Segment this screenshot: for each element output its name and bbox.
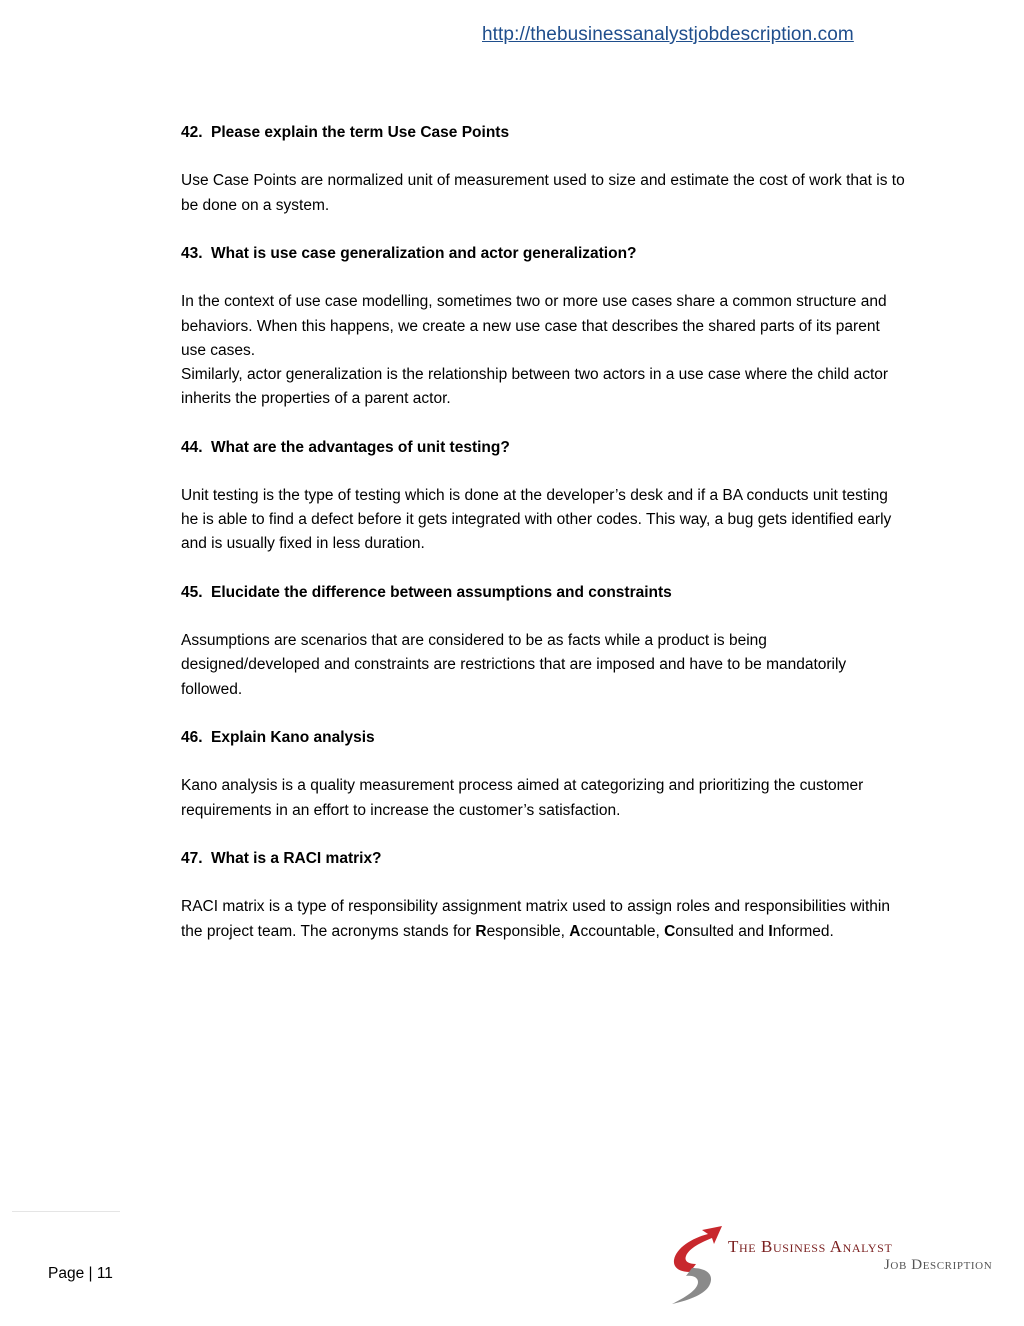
answer-paragraph: Assumptions are scenarios that are considered to be as facts while a product is being designed/developed and constraints are restrictions that are imposed and have to be mandatorily followed. [181,632,847,698]
swoosh-s-logo-icon [662,1224,724,1306]
answer [181,895,906,943]
answer [181,774,906,822]
question-43 [181,242,906,411]
raci-initial: A [569,922,581,940]
logo-title: The Business Analyst [728,1237,893,1256]
logo-grey-swoosh [672,1268,711,1304]
answer-paragraph: In the context of use case modelling, sometimes two or more use cases share a common structure and behaviors. When this happens, we create a new use case that describes the shared parts of its parent use cases. [181,293,887,359]
question-heading: 44. What are the advantages of unit testing? [181,438,510,456]
footer-divider [12,1211,120,1212]
question-47 [181,847,906,944]
question-heading: 47. What is a RACI matrix? [181,849,382,867]
answer-paragraph: Unit testing is the type of testing which is done at the developer’s desk and if a BA conducts unit testing he is able to find a defect before it gets integrated with other codes. This way, a bug gets identified early and is usually fixed in less duration. [181,486,892,553]
question-45 [181,581,906,702]
raci-initial: I [768,922,773,940]
page-number: Page | 11 [48,1265,113,1282]
answer [181,290,906,411]
logo-subtitle: Job Description [884,1257,993,1273]
question-heading: 42. Please explain the term Use Case Points [181,124,510,141]
answer-paragraph: Use Case Points are normalized unit of measurement used to size and estimate the cost of work that is to be done on a system. [181,172,905,214]
question-46 [181,726,906,823]
answer-paragraph: Similarly, actor generalization is the relationship between two actors in a use case where the child actor inherits the properties of a parent actor. [181,365,889,408]
raci-initial: R [475,922,487,940]
document-body [181,121,906,968]
question-42 [181,121,906,218]
question-heading: 45. Elucidate the difference between assumptions and constraints [181,583,672,601]
logo-red-swoosh [674,1226,722,1272]
answer-paragraph: Kano analysis is a quality measurement process aimed at categorizing and prioritizing the customer requirements in an effort to increase the customer’s satisfaction. [181,777,864,819]
answer [181,169,906,217]
company-logo [662,1224,1016,1306]
answer-paragraph: RACI matrix is a type of responsibility assignment matrix used to assign roles and responsibilities within the project team. The acronyms stands for Responsible, Accountable, Consulted and Informed. [181,898,890,940]
header-url-link[interactable]: http://thebusinessanalystjobdescription.com [482,24,854,45]
raci-initial: C [664,922,676,940]
answer [181,629,906,702]
question-heading: 46. Explain Kano analysis [181,728,375,746]
answer [181,484,906,557]
question-44 [181,436,906,557]
question-heading: 43. What is use case generalization and actor generalization? [181,244,637,262]
